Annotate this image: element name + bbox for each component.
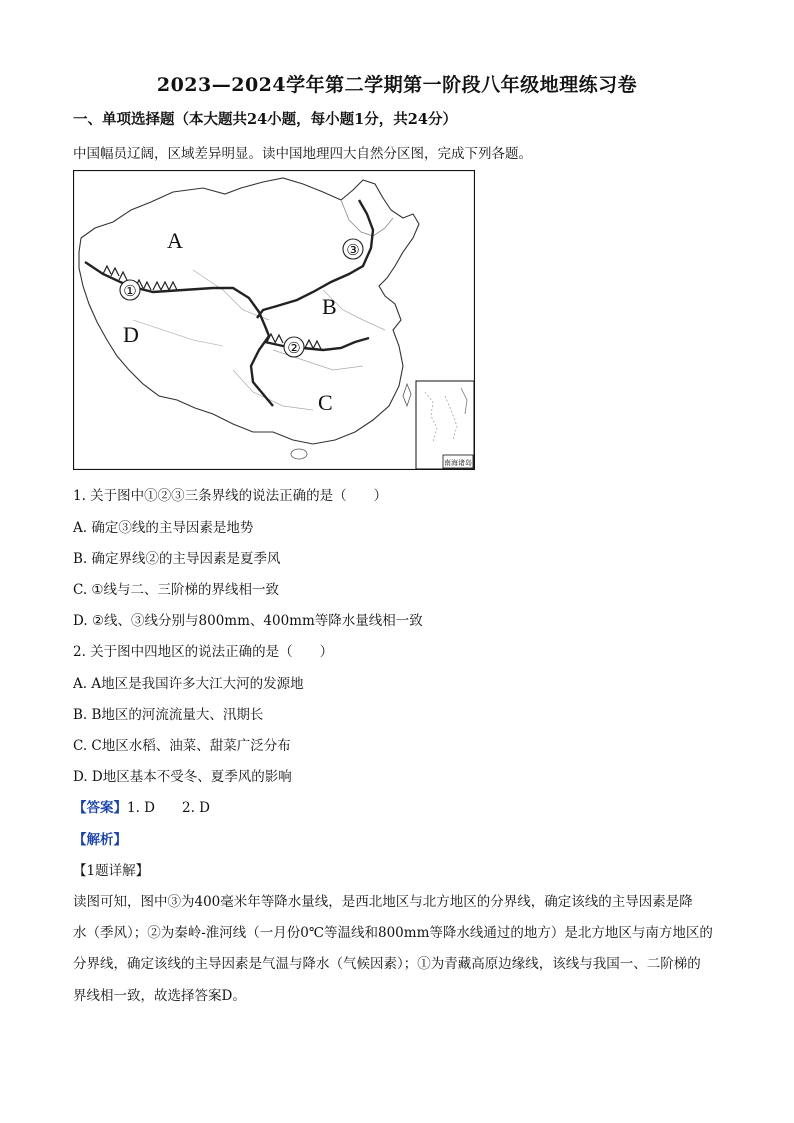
- line-label-3: [343, 239, 363, 259]
- line-label-2-text: ②: [287, 339, 301, 357]
- question-2-stem: 2. 关于图中四地区的说法正确的是（ ）: [73, 644, 334, 660]
- section-heading: 一、单项选择题（本大题共24小题，每小题1分，共24分）: [73, 111, 457, 128]
- question-2-option-d: D. D地区基本不受冬、夏季风的影响: [73, 769, 292, 785]
- question-1-option-d: D. ②线、③线分别与800mm、400mm等降水量线相一致: [73, 613, 423, 629]
- region-label-d: D: [123, 322, 139, 347]
- inset-label: 南海诸岛: [444, 459, 472, 467]
- line-label-1-text: ①: [123, 282, 137, 300]
- answer-tag: 【答案】: [73, 800, 127, 816]
- intro-text: 中国幅员辽阔，区域差异明显。读中国地理四大自然分区图，完成下列各题。: [73, 146, 532, 162]
- explanation-line-2: 水（季风）；②为秦岭-淮河线（一月份0℃等温线和800mm等降水线通过的地方）是北方地区与南方地区的: [73, 925, 713, 941]
- question-1-option-a: A. 确定③线的主导因素是地势: [73, 520, 254, 536]
- question-1-stem: 1. 关于图中①②③三条界线的说法正确的是（ ）: [73, 488, 388, 504]
- question-2-option-b: B. B地区的河流流量大、汛期长: [73, 707, 264, 723]
- line-label-1: [120, 280, 140, 300]
- answer-line: [73, 796, 210, 816]
- question-1-option-b: B. 确定界线②的主导因素是夏季风: [73, 551, 281, 567]
- line-label-3-text: ③: [346, 241, 360, 259]
- page-title: 2023—2024学年第二学期第一阶段八年级地理练习卷: [156, 74, 638, 96]
- explanation-line-1: 读图可知，图中③为400毫米年等降水量线，是西北地区与北方地区的分界线，确定该线的主导因素是降: [73, 894, 693, 910]
- analysis-tag: 【解析】: [73, 832, 127, 848]
- explanation-line-3: 分界线，确定该线的主导因素是气温与降水（气候因素）；①为青藏高原边缘线，该线与我国一、二阶梯的: [73, 956, 701, 972]
- south-sea-inset: [416, 381, 474, 469]
- explanation-line-4: 界线相一致，故选择答案D。: [73, 988, 246, 1004]
- china-regions-map: [73, 170, 475, 470]
- answer-text: 1. D 2. D: [127, 800, 210, 816]
- region-label-b: B: [322, 294, 337, 319]
- question-2-option-c: C. C地区水稻、油菜、甜菜广泛分布: [73, 738, 291, 754]
- region-label-a: A: [167, 228, 183, 253]
- detail-tag: 【1题详解】: [73, 863, 150, 879]
- question-1-option-c: C. ①线与二、三阶梯的界线相一致: [73, 582, 280, 598]
- question-2-option-a: A. A地区是我国许多大江大河的发源地: [73, 676, 304, 692]
- region-label-c: C: [318, 390, 333, 415]
- line-label-2: [284, 337, 304, 357]
